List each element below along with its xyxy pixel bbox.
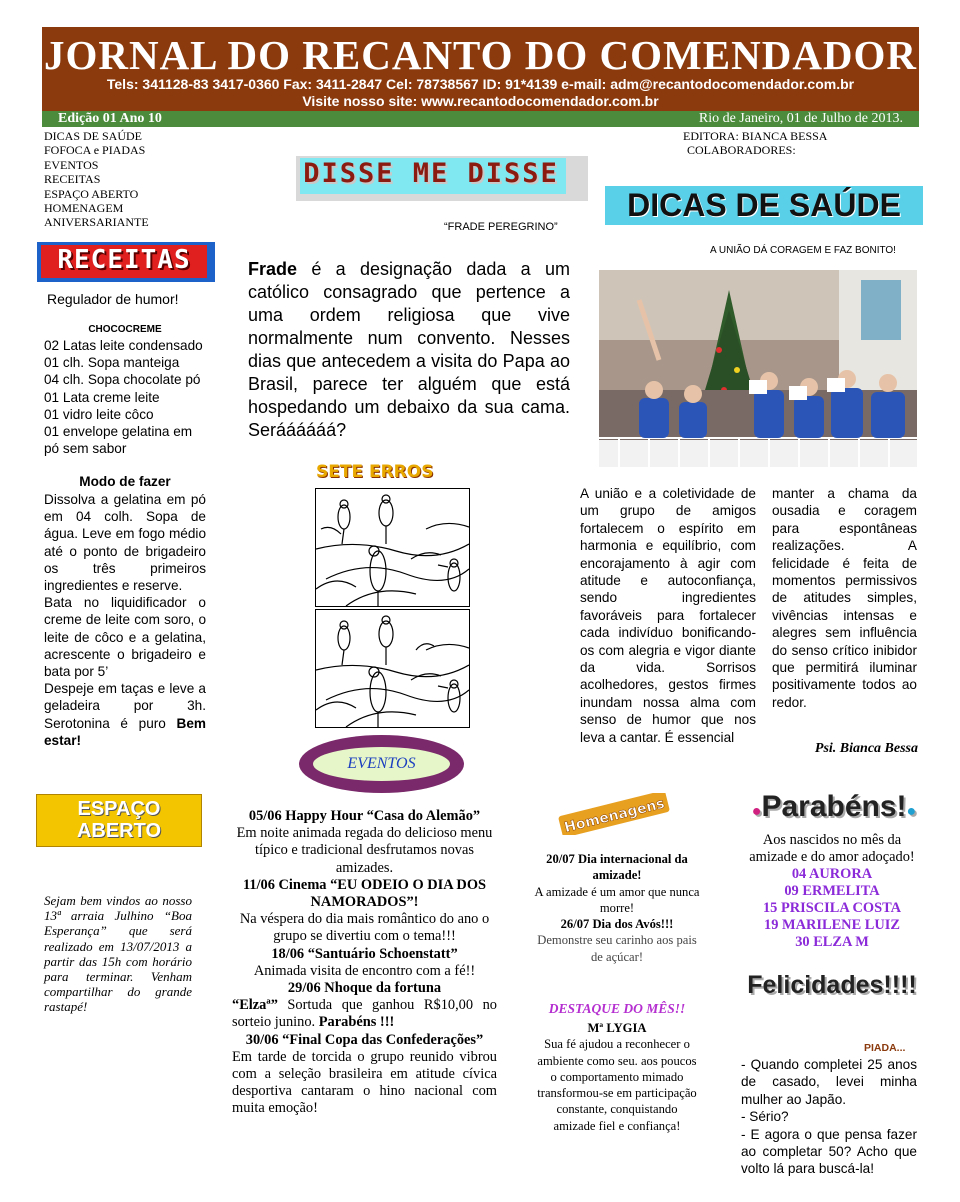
method-step: Bata no liquidificador o creme de leite com soro, o leite de côco e a gelatina, acrescente o brigadeiro e bata por 5’	[44, 595, 206, 680]
section-index	[44, 129, 149, 230]
parabens-intro: Aos nascidos no mês da amizade e do amor adoçado!	[749, 832, 915, 865]
recipe-title: CHOCOCREME	[88, 324, 162, 335]
parabens-title: ●Parabéns!●	[751, 790, 917, 823]
index-item: HOMENAGEM	[44, 201, 124, 216]
eventos-banner-text: EVENTOS	[347, 755, 416, 772]
espaco-aberto-banner	[36, 794, 202, 847]
puzzle-image-2	[315, 609, 470, 728]
frade-caption: “FRADE PEREGRINO”	[444, 221, 558, 233]
masthead	[42, 27, 919, 111]
frade-text: é a designação dada a um católico consagrado que pertence a uma ordem religiosa que vive normalmente num convento. Nesses dias que antecedem a visita do Papa ao Brasil, parece ter alguém que está hospedando um debaixo da sua cama. Seráááááá?	[248, 259, 570, 440]
method-text	[44, 491, 206, 749]
birds-drawing-icon	[316, 489, 469, 606]
sete-erros-title: SETE ERROS	[316, 462, 434, 482]
birthday-item: 09 ERMELITA	[784, 883, 880, 899]
ingredient-item: 02 Latas leite condensado	[44, 338, 203, 353]
event-title: 05/06 Happy Hour “Casa do Alemão”	[248, 808, 481, 824]
birthday-item: 19 MARILENE LUIZ	[764, 917, 900, 933]
dicas-signature: Psi. Bianca Bessa	[814, 741, 918, 756]
date-label: Rio de Janeiro, 01 de Julho de 2013.	[698, 111, 903, 126]
index-item: RECEITAS	[44, 172, 101, 187]
event-text: Animada visita de encontro com a fé!!	[253, 962, 476, 979]
receitas-banner-text: RECEITAS	[57, 245, 191, 275]
disse-banner	[296, 156, 588, 201]
site-line: Visite nosso site: www.recantodocomendador.com.br	[302, 93, 659, 109]
espaco-banner-line: ESPAÇO	[77, 798, 161, 820]
birthday-item: 04 AURORA	[791, 866, 873, 882]
events-list	[232, 808, 497, 1118]
event-text: Em tarde de torcida o grupo reunido vibrou com a seleção brasileira em atitude cívica desportiva cantaram o hino nacional com muita emoção!	[232, 1048, 497, 1117]
frade-bold-word: Frade	[248, 259, 298, 279]
destaque-block	[534, 1020, 700, 1134]
homenagem-text: A amizade é um amor que nunca morre!	[534, 884, 700, 915]
homenagens-list	[534, 851, 700, 965]
piada-line: - E agora o que pensa fazer ao completar 50? Acho que volto lá para buscá-la!	[741, 1126, 917, 1177]
receitas-banner	[37, 242, 215, 282]
homenagem-title: 26/07 Dia dos Avós!!!	[560, 917, 674, 932]
homenagem-text: Demonstre seu carinho aos pais de açúcar!	[537, 933, 697, 964]
piada-line: - Quando completei 25 anos de casado, levei minha mulher ao Japão.	[741, 1057, 917, 1107]
destaque-text: Sua fé ajudou a reconhecer o ambiente como seu. aos poucos o comportamento mimado transformou-se em participação constante, conquistando amizade fiel e confiança!	[537, 1037, 697, 1133]
index-item: EVENTOS	[44, 157, 99, 172]
balloons-icon: ●	[906, 803, 917, 820]
event-text: “Elzaª” Sortuda que ganhou R$10,00 no sorteio junino. Parabéns !!!	[232, 997, 497, 1031]
event-title: 18/06 “Santuário Schoenstatt”	[271, 945, 458, 962]
espaco-aberto-text: Sejam bem vindos ao nosso 13ª arraia Julhino “Boa Esperança” que será realizado em 13/07/2013 a partir das 15h com horário para terminar. Venham compartilhar do grande rastapé!	[44, 893, 192, 1015]
contact-line: Tels: 341128-83 3417-0360 Fax: 3411-2847 Cel: 78738567 ID: 91*4139 e-mail: adm@recantodocomendador.com.br	[106, 76, 855, 92]
edition-label: Edição 01 Ano 10	[58, 111, 162, 126]
method-title: Modo de fazer	[79, 474, 171, 489]
event-title: 11/06 Cinema “EU ODEIO O DIA DOS NAMORADOS”!	[242, 876, 487, 911]
event-text: Na véspera do dia mais romântico do ano o grupo se divertiu com o tema!!!	[239, 911, 490, 945]
index-item: ESPAÇO ABERTO	[44, 186, 139, 201]
ingredients-list	[44, 337, 209, 457]
piada-line: - Sério?	[741, 1109, 789, 1125]
parabens-block	[742, 832, 922, 951]
group-photo	[599, 270, 917, 467]
destaque-name: Mª LYGIA	[587, 1021, 647, 1035]
index-item: DICAS DE SAÚDE	[44, 129, 143, 143]
group-photo-illustration	[599, 270, 917, 467]
birthday-item: 30 ELZA M	[795, 934, 869, 950]
piada-text	[741, 1056, 917, 1178]
dicas-banner	[605, 186, 923, 225]
ingredient-item: 01 Lata creme leite	[44, 389, 160, 405]
destaque-title: DESTAQUE DO MÊS!!	[548, 1001, 686, 1016]
event-title: 30/06 “Final Copa das Confederações”	[245, 1031, 484, 1048]
editor-name: EDITORA: BIANCA BESSA	[683, 129, 828, 143]
balloons-icon: ●	[751, 803, 762, 820]
espaco-banner-line: ABERTO	[76, 820, 162, 842]
method-step: Dissolva a gelatina em pó em 04 colh. Sopa de água. Leve em fogo médio até o ponto de brigadeiro os três primeiros ingredientes e reserve.	[44, 492, 206, 594]
ingredient-item: 01 vidro leite côco	[44, 406, 154, 422]
homenagem-title: 20/07 Dia internacional da amizade!	[546, 852, 688, 883]
dicas-caption: A UNIÃO DÁ CORAGEM E FAZ BONITO!	[710, 245, 896, 256]
event-title: 29/06 Nhoque da fortuna	[287, 980, 442, 997]
homenagens-logo-text: Homenagens	[562, 795, 667, 835]
ingredient-item: 01 clh. Sopa manteiga	[44, 355, 180, 371]
dicas-text-col1: A união e a coletividade de um grupo de amigos fortalecem o espírito em harmonia e equilíbrio, com encorajamento à agir com atitude e autoconfiança, sendo ingredientes favoráveis para fortalecer cada indivíduo bonificando-os com alegria e vigor diante da vida. Sorrisos acolhedores, gestos firmes inundam nossa alma com senso de humor que nos leva a cantar. É essencial	[580, 486, 756, 745]
dicas-text-col2: manter a chama da ousadia e coragem para espontâneas realizações. A felicidade é feita de momentos permissivos de atitudes simples, vivências intensas e alegres sem influência do senso crítico inibidor que permitirá iluminar positivamente todos ao redor.	[772, 486, 917, 710]
method-bold: Bem estar!	[44, 715, 206, 748]
edition-bar	[42, 111, 919, 127]
ingredient-item: 04 clh. Sopa chocolate pó	[44, 372, 201, 388]
receitas-subtitle: Regulador de humor!	[47, 291, 179, 307]
method-step: Despeje em taças e leve a geladeira por 3h. Serotonina é puro Bem estar!	[44, 681, 206, 748]
ingredient-item: 01 envelope gelatina em pó sem sabor	[44, 424, 193, 457]
frade-paragraph	[248, 258, 570, 442]
index-item: ANIVERSARIANTE	[44, 215, 149, 230]
birthday-item: 15 PRISCILA COSTA	[762, 900, 902, 916]
dicas-banner-text: DICAS DE SAÚDE	[627, 187, 901, 223]
piada-title: PIADA...	[864, 1042, 906, 1054]
felicidades-text: Felicidades!!!!	[747, 971, 917, 999]
eventos-banner	[299, 735, 464, 793]
newspaper-title: JORNAL DO RECANTO DO COMENDADOR	[43, 32, 918, 78]
homenagens-wordart	[555, 793, 673, 835]
event-text: Em noite animada regada do delicioso menu típico e tradicional desfrutamos novas amizades.	[236, 825, 493, 876]
disse-banner-text: DISSE ME DISSE	[303, 158, 559, 189]
collaborators-label: COLABORADORES:	[687, 143, 796, 158]
puzzle-image-1	[315, 488, 470, 607]
index-item: FOFOCA e PIADAS	[44, 143, 146, 158]
birds-drawing-icon	[316, 610, 469, 727]
editor-info	[683, 129, 827, 158]
homenagens-logo	[555, 793, 673, 835]
